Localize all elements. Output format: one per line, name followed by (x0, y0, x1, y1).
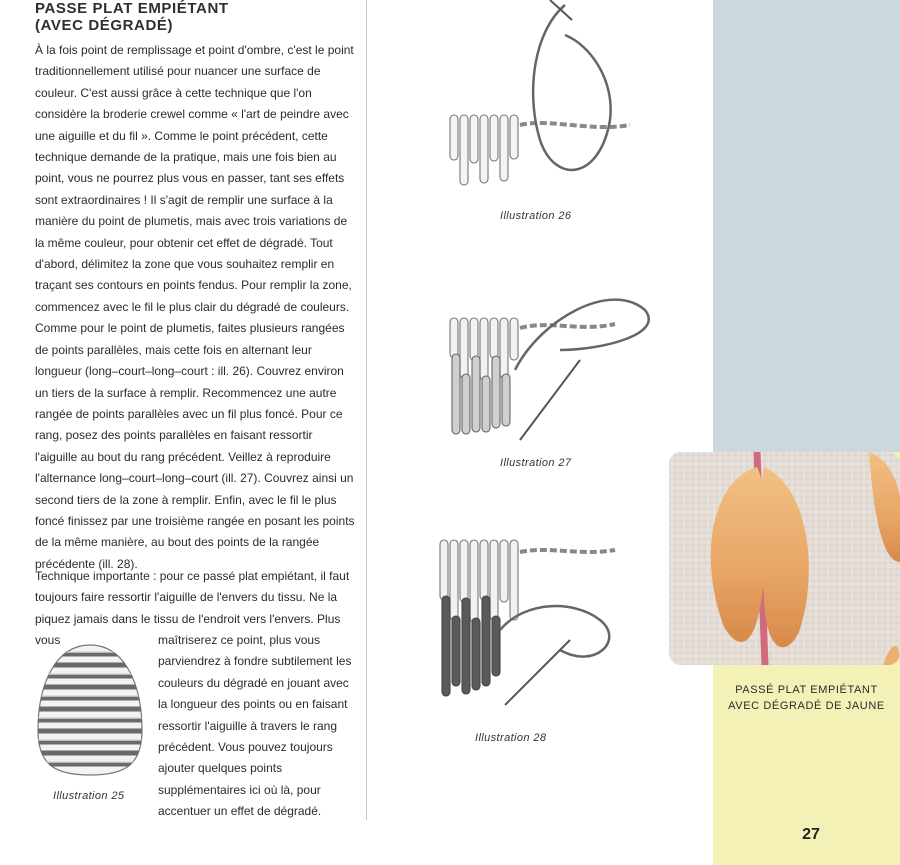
illustration-25-drawing (30, 640, 150, 785)
illustration-26-caption: Illustration 26 (500, 210, 572, 222)
embroidery-photo (669, 452, 900, 665)
heading-line-2: (AVEC DÉGRADÉ) (35, 17, 174, 34)
heading-line-1: PASSE PLAT EMPIÉTANT (35, 0, 229, 17)
page-number: 27 (802, 826, 820, 843)
embroidery-photo-drawing (669, 452, 900, 665)
body-paragraph-2-start: Technique importante : pour ce passé plat empiétant, il faut toujours faire ressortir l'aiguille de l'envers du tissu. Ne la piquez jamais dans le tissu de l'endroit vers l'envers. Plus vous (35, 569, 350, 648)
photo-caption (713, 682, 900, 714)
column-divider (366, 0, 367, 820)
photo-caption-line-1: PASSÉ PLAT EMPIÉTANT (735, 684, 878, 696)
body-paragraph-2-end: maîtriserez ce point, plus vous parviendrez à fondre subtilement les couleurs du dégradé en jouant avec la longueur des points ou en faisant ressortir l'aiguille à travers le rang précédent. Vous pouvez toujours ajouter quelques points supplémentaires ici où là, pour accentuer un effet de dégradé. (158, 633, 352, 819)
photo-caption-line-2: AVEC DÉGRADÉ DE JAUNE (728, 700, 885, 712)
illustration-28-drawing (430, 530, 640, 710)
section-heading (35, 0, 355, 34)
illustration-25-caption: Illustration 25 (53, 790, 125, 802)
illustration-28-caption: Illustration 28 (475, 732, 547, 744)
illustration-27-drawing (440, 280, 660, 450)
illustration-27-caption: Illustration 27 (500, 457, 572, 469)
decorative-panel-blue (713, 0, 900, 452)
body-paragraph-1: À la fois point de remplissage et point d'ombre, c'est le point traditionnellement utilisé pour nuancer une surface de couleur. C'est aussi grâce à cette technique que l'on considère la broderie crewel comme « l'art de peindre avec une aiguille et du fil ». Comme le point précédent, cette technique demande de la pratique, mais une fois bien au point, vous ne pourrez plus vous en passer, tant ses effets sont extraordinaires ! Il s'agit de remplir une surface à la manière du point de plumetis, mais avec trois variations de la même couleur, pour obtenir cet effet de dégradé. Tout d'abord, délimitez la zone que vous souhaitez remplir en traçant ses contours en points fendus. Pour remplir la zone, commencez avec le fil le plus clair du dégradé de couleurs. Comme pour le point de plumetis, faites plusieurs rangées de points parallèles, mais cette fois en alternant leur longueur (long–court–long–court : ill. 26). Couvrez environ un tiers de la surface à remplir. Recommencez une autre rangée de points parallèles avec un fil plus foncé. Pour ce rang, posez des points parallèles en faisant ressortir l'aiguille au bout du rang précédent. Veillez à reproduire l'alternance long–court–long–court (ill. 27). Couvrez ainsi un second tiers de la zone à remplir. Enfin, avec le fil le plus foncé finissez par une troisième rangée en posant les points de la même manière, au bout des points de la rangée précédente (ill. 28). (35, 43, 355, 571)
illustration-26-drawing (440, 0, 640, 200)
